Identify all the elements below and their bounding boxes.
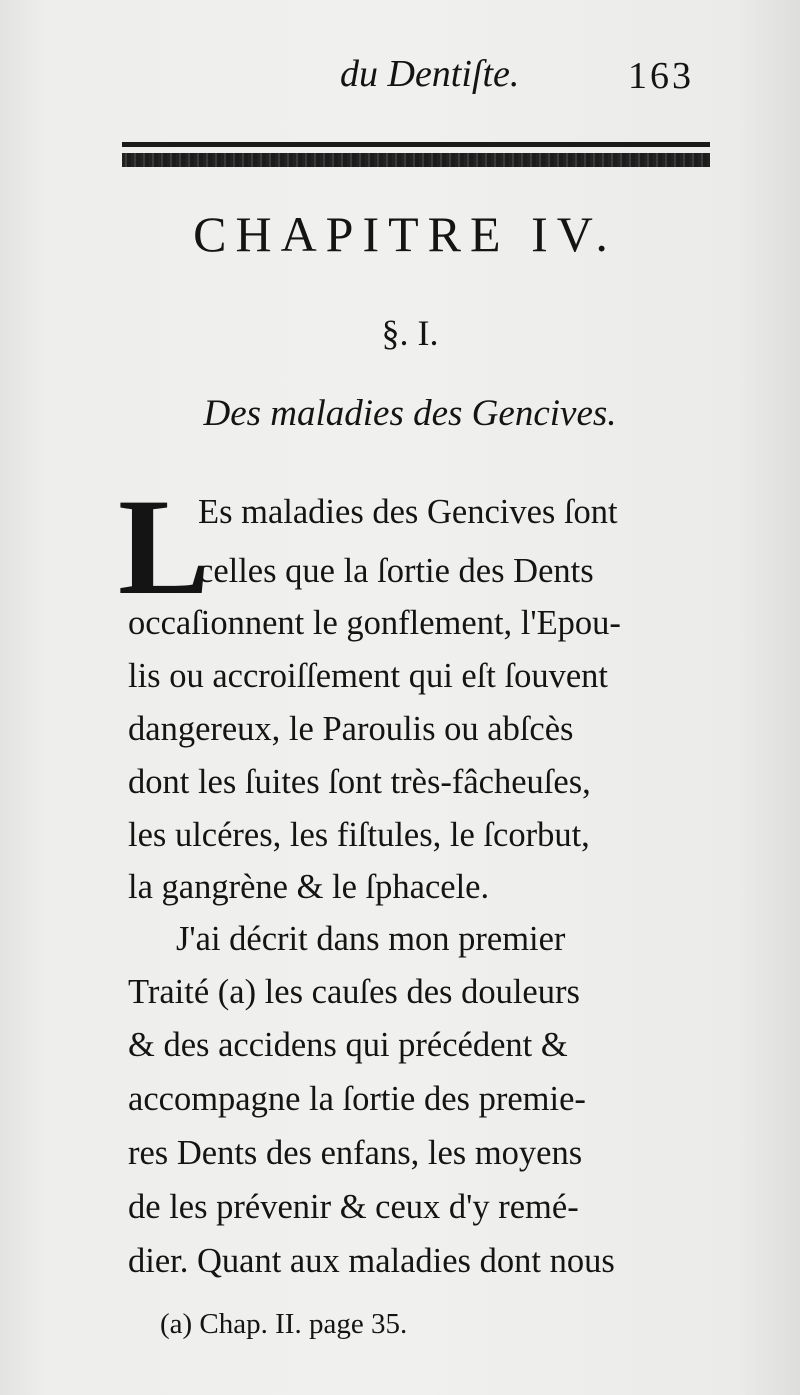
text-line: accompagne la ſortie des premie- bbox=[128, 1080, 586, 1118]
page-number: 163 bbox=[628, 55, 694, 97]
chapter-title: CHAPITRE IV. bbox=[193, 206, 617, 262]
text-line: res Dents des enfans, les moyens bbox=[128, 1134, 583, 1172]
rule-thin-bar bbox=[122, 142, 710, 147]
text-line: dont les ſuites ſont très-fâcheuſes, bbox=[128, 763, 591, 801]
page-header bbox=[0, 52, 800, 102]
ornamental-rule bbox=[122, 140, 710, 170]
section-number: §. I. bbox=[381, 313, 439, 353]
text-line: dangereux, le Paroulis ou abſcès bbox=[128, 710, 574, 748]
text-line: dier. Quant aux maladies dont nous bbox=[128, 1242, 615, 1280]
running-head: du Dentiſte. bbox=[340, 53, 520, 95]
text-line: & des accidens qui précédent & bbox=[128, 1026, 568, 1064]
text-line: Traité (a) les cauſes des douleurs bbox=[128, 973, 580, 1011]
text-line: les ulcéres, les fiſtules, le ſcorbut, bbox=[128, 816, 590, 854]
footnote: (a) Chap. II. page 35. bbox=[160, 1308, 408, 1340]
text-line: lis ou accroiſſement qui eſt ſouvent bbox=[128, 657, 609, 695]
text-line: Es maladies des Gencives ſont bbox=[198, 493, 618, 531]
text-line: celles que la ſortie des Dents bbox=[198, 552, 594, 590]
text-line: J'ai décrit dans mon premier bbox=[176, 920, 566, 958]
text-line: la gangrène & le ſphacele. bbox=[128, 868, 490, 906]
text-line: de les prévenir & ceux d'y remé- bbox=[128, 1188, 579, 1226]
section-heading: Des maladies des Gencives. bbox=[203, 393, 617, 434]
rule-thick-bar bbox=[122, 153, 710, 167]
drop-cap: L bbox=[118, 470, 211, 623]
text-line: occaſionnent le gonflement, l'Epou- bbox=[128, 604, 621, 642]
